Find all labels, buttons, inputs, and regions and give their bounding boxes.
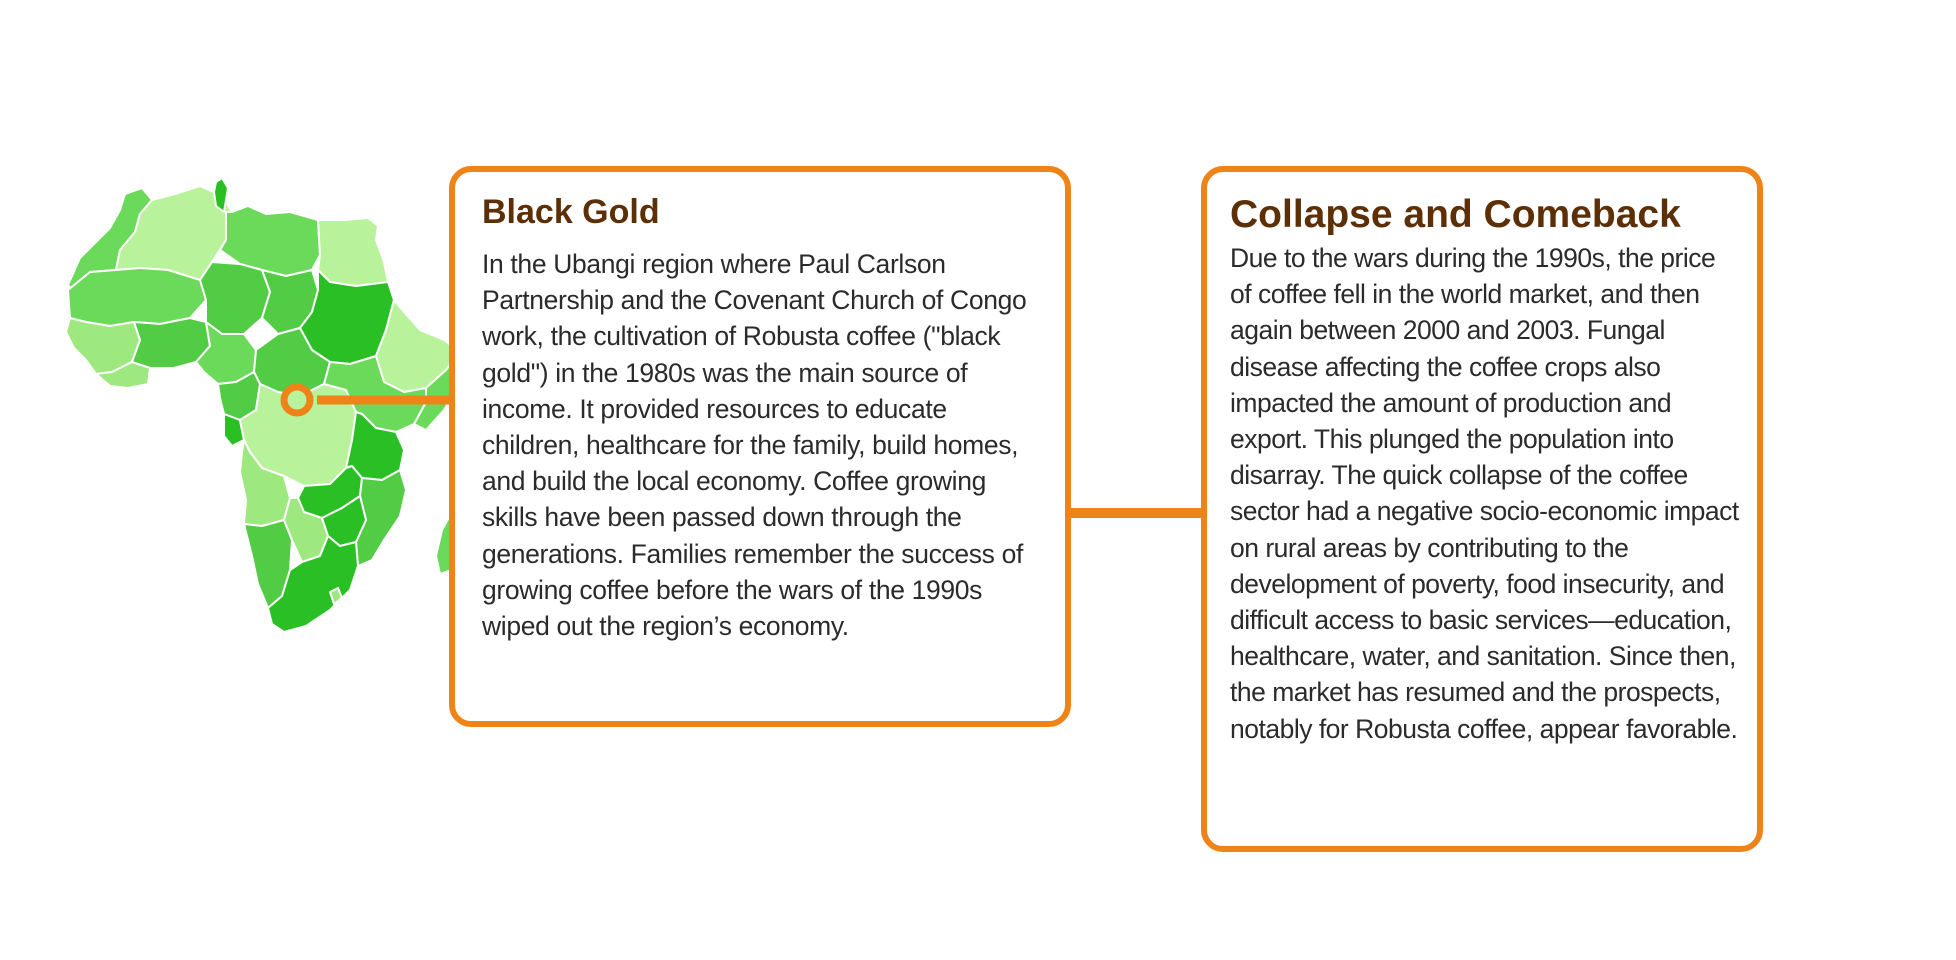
black-gold-title: Black Gold: [482, 193, 660, 231]
collapse-comeback-body: Due to the wars during the 1990s, the price of coffee fell in the world market, and then again between 2000 and 2003. Fungal disease affecting the coffee crops also impacted the amount of production and export. This plunged the population into disarray. The quick collapse of the coffee sector had a negative socio-economic impact on rural areas by contributing to the development of poverty, food insecurity, and difficult access to basic services—education, healthcare, water, and sanitation. Since then, the market has resumed and the prospects, notably for Robusta coffee, appear favorable.: [1230, 243, 1739, 744]
card-connector-line: [1069, 508, 1203, 518]
black-gold-body: In the Ubangi region where Paul Carlson Partnership and the Covenant Church of Congo work, the cultivation of Robusta coffee ("black gold") in the 1980s was the main source of income. It provided resources to educate children, healthcare for the family, build homes, and build the local economy. Coffee growing skills have been passed down through the generations. Families remember the success of growing coffee before the wars of the 1990s wiped out the region’s economy.: [482, 249, 1027, 642]
map-region-sahel-west: [68, 268, 206, 326]
map-region-northeast: [318, 218, 388, 286]
africa-map-icon: [55, 170, 495, 640]
map-region-sahel-central: [200, 262, 270, 334]
black-gold-card: [449, 166, 1071, 727]
collapse-comeback-title: Collapse and Comeback: [1230, 193, 1681, 236]
collapse-comeback-card: [1201, 166, 1763, 852]
